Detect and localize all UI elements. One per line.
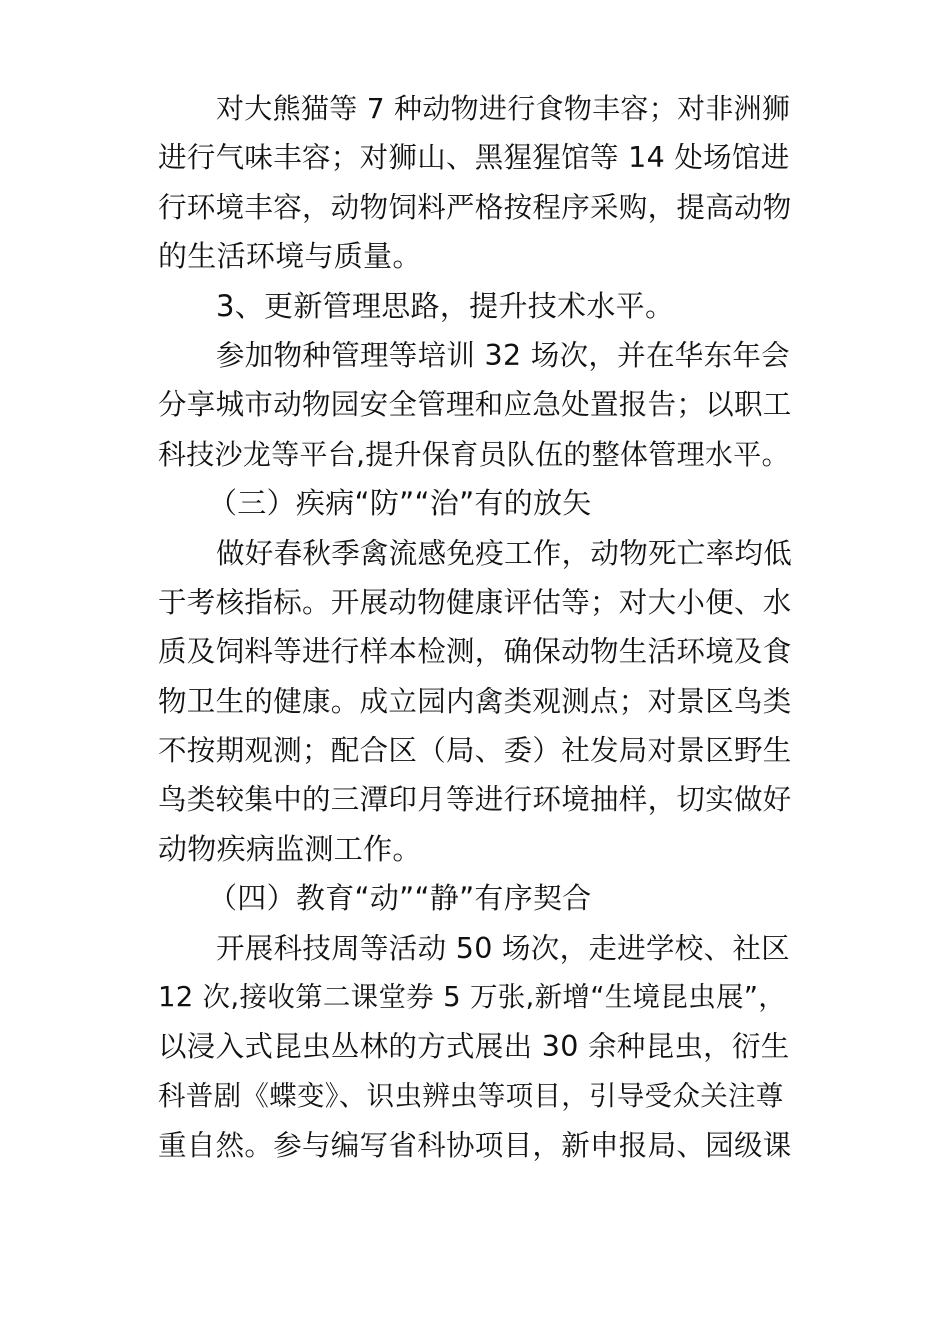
paragraph-line: 12 次,接收第二课堂券 5 万张,新增“生境昆虫展”， bbox=[158, 981, 787, 1014]
paragraph-line: 不按期观测；配合区（局、委）社发局对景区野生 bbox=[158, 734, 792, 768]
paragraph-line: 分享城市动物园安全管理和应急处置报告；以职工 bbox=[158, 388, 792, 422]
paragraph-line: 做好春秋季禽流感免疫工作，动物死亡率均低 bbox=[216, 536, 793, 570]
section-heading: （三）疾病“防”“治”有的放矢 bbox=[208, 486, 592, 521]
section-heading: （四）教育“动”“静”有序契合 bbox=[208, 881, 592, 916]
paragraph-line: 科技沙龙等平台,提升保育员队伍的整体管理水平。 bbox=[158, 437, 790, 471]
paragraph-line: 重自然。参与编写省科协项目，新申报局、园级课 bbox=[158, 1129, 792, 1163]
paragraph-line: 行环境丰容，动物饲料严格按程序采购，提高动物 bbox=[158, 190, 792, 224]
paragraph-line: 对大熊猫等 7 种动物进行食物丰容；对非洲狮 bbox=[216, 92, 791, 125]
paragraph-line: 物卫生的健康。成立园内禽类观测点；对景区鸟类 bbox=[158, 684, 792, 718]
document-body bbox=[158, 84, 794, 1171]
paragraph-line: 于考核指标。开展动物健康评估等；对大小便、水 bbox=[158, 585, 792, 619]
paragraph-line: 动物疾病监测工作。 bbox=[158, 831, 422, 866]
paragraph-line: 参加物种管理等培训 32 场次，并在华东年会 bbox=[216, 338, 790, 372]
paragraph-line: 鸟类较集中的三潭印月等进行环境抽样，切实做好 bbox=[158, 783, 792, 817]
paragraph-line: 开展科技周等活动 50 场次，走进学校、社区 bbox=[216, 931, 790, 965]
paragraph-line: 质及饲料等进行样本检测，确保动物生活环境及食 bbox=[158, 635, 792, 669]
paragraph-line: 科普剧《蝶变》、识虫辨虫等项目，引导受众关注尊 bbox=[158, 1079, 784, 1112]
paragraph-line: 以浸入式昆虫丛林的方式展出 30 余种昆虫，衍生 bbox=[158, 1030, 790, 1064]
paragraph-line: 的生活环境与质量。 bbox=[158, 239, 422, 274]
paragraph-line: 进行气味丰容；对狮山、黑猩猩馆等 14 处场馆进 bbox=[158, 141, 790, 175]
section-heading: 3、更新管理思路，提升技术水平。 bbox=[216, 288, 675, 323]
